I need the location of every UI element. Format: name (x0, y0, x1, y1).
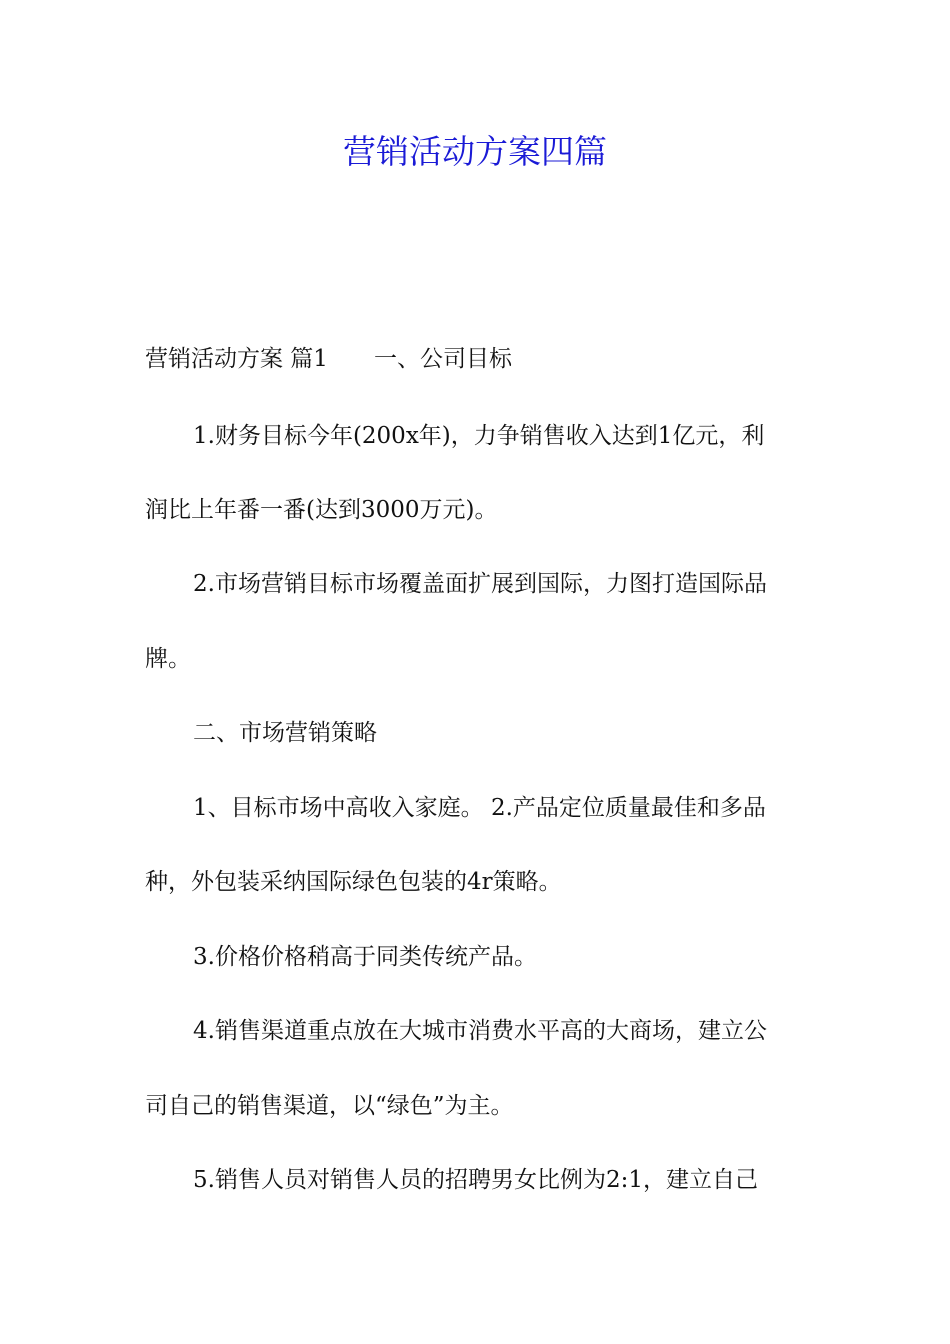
paragraph-line: 1、目标市场中高收入家庭。 2.产品定位质量最佳和多品 (193, 795, 766, 821)
document-title: 营销活动方案四篇 (343, 132, 607, 171)
paragraph-line: 1.财务目标今年(200x年)，力争销售收入达到1亿元，利 (193, 423, 765, 449)
paragraph-line: 牌。 (145, 646, 191, 672)
subsection-heading: 二、市场营销策略 (193, 720, 377, 746)
paragraph-line: 2.市场营销目标市场覆盖面扩展到国际，力图打造国际品 (193, 571, 767, 597)
paragraph-line: 4.销售渠道重点放在大城市消费水平高的大商场，建立公 (193, 1018, 767, 1044)
paragraph-line: 司自己的销售渠道，以“绿色”为主。 (145, 1093, 514, 1119)
paragraph-line: 种，外包装采纳国际绿色包装的4r策略。 (145, 869, 562, 895)
paragraph-line: 3.价格价格稍高于同类传统产品。 (193, 944, 537, 970)
paragraph-line: 5.销售人员对销售人员的招聘男女比例为2:1，建立自己 (193, 1167, 758, 1193)
subsection-heading: 一、公司目标 (373, 346, 512, 372)
section-heading-line (145, 341, 815, 377)
paragraph-line: 润比上年番一番(达到3000万元)。 (145, 497, 498, 523)
section-label: 营销活动方案 篇1 (145, 346, 328, 372)
